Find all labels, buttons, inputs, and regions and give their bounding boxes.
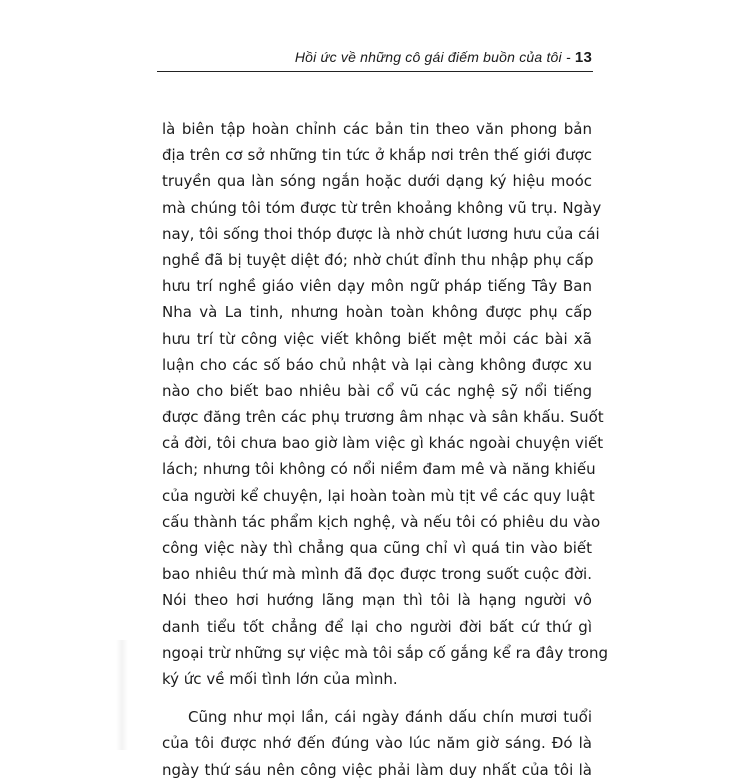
body-text xyxy=(162,116,609,783)
text-line: của tôi được nhớ đến đúng vào lúc năm giờ sáng. Đó là xyxy=(162,734,592,753)
text-line: công việc này thì chẳng qua cũng chỉ vì quá tin vào biết xyxy=(162,539,592,557)
text-line: luận cho các số báo chủ nhật và lại càng không được xu xyxy=(162,355,592,374)
paragraph-gap xyxy=(162,692,592,704)
text-line: được đăng trên các phụ trương âm nhạc và sân khấu. Suốt xyxy=(162,408,604,427)
text-line: ngoại trừ những sự việc mà tôi sắp cố gắng kể ra đây trong xyxy=(162,643,609,662)
text-line: của người kể chuyện, lại hoàn toàn mù tịt về các quy luật xyxy=(162,486,595,505)
text-line: nay, tôi sống thoi thóp được là nhờ chút lương hưu của cái xyxy=(162,224,600,243)
text-line: là biên tập hoàn chỉnh các bản tin theo văn phong bản xyxy=(162,120,592,138)
text-line: lách; nhưng tôi không có nổi niềm đam mê và năng khiếu xyxy=(162,460,596,479)
text-line: Nói theo hơi hướng lãng mạn thì tôi là hạng người vô xyxy=(162,591,592,610)
text-line: hưu trí nghề giáo viên dạy môn ngữ pháp tiếng Tây Ban xyxy=(162,277,592,296)
text-line: bao nhiêu thứ mà mình đã đọc được trong suốt cuộc đời. xyxy=(162,565,592,584)
text-line: truyền qua làn sóng ngắn hoặc dưới dạng ký hiệu moóc xyxy=(162,172,592,191)
text-line: nghề đã bị tuyệt diệt đó; nhờ chút đỉnh thu nhập phụ cấp xyxy=(162,250,594,269)
text-line: ngày thứ sáu nên công việc phải làm duy nhất của tôi là xyxy=(162,760,592,779)
text-line: Cũng như mọi lần, cái ngày đánh dấu chín mươi tuổi xyxy=(188,708,592,727)
text-line: ký ức về mối tình lớn của mình. xyxy=(162,669,398,688)
page-edge-shadow xyxy=(116,640,128,750)
text-line: cấu thành tác phẩm kịch nghệ, và nếu tôi có phiêu du vào xyxy=(162,512,601,531)
text-line: hưu trí từ công việc viết không biết mệt mỏi các bài xã xyxy=(162,329,592,348)
text-line: mà chúng tôi tóm được từ trên khoảng không vũ trụ. Ngày xyxy=(162,198,602,217)
text-line: nào cho biết bao nhiêu bài cổ vũ các nghệ sỹ nổi tiếng xyxy=(162,381,592,400)
paragraph-1 xyxy=(162,116,609,692)
text-line: danh tiểu tốt chẳng để lại cho người đời bất cứ thứ gì xyxy=(162,617,592,636)
running-header xyxy=(295,49,592,66)
running-title: Hồi ức về những cô gái điếm buồn của tôi - xyxy=(294,49,575,65)
header-rule xyxy=(157,71,593,72)
text-line: địa trên cơ sở những tin tức ở khắp nơi trên thế giới được xyxy=(162,146,592,165)
paragraph-2 xyxy=(162,704,592,783)
text-line: Nha và La tinh, nhưng hoàn toàn không được phụ cấp xyxy=(162,303,592,322)
page-number: 13 xyxy=(574,49,592,66)
text-line: cả đời, tôi chưa bao giờ làm việc gì khác ngoài chuyện viết xyxy=(162,434,604,453)
